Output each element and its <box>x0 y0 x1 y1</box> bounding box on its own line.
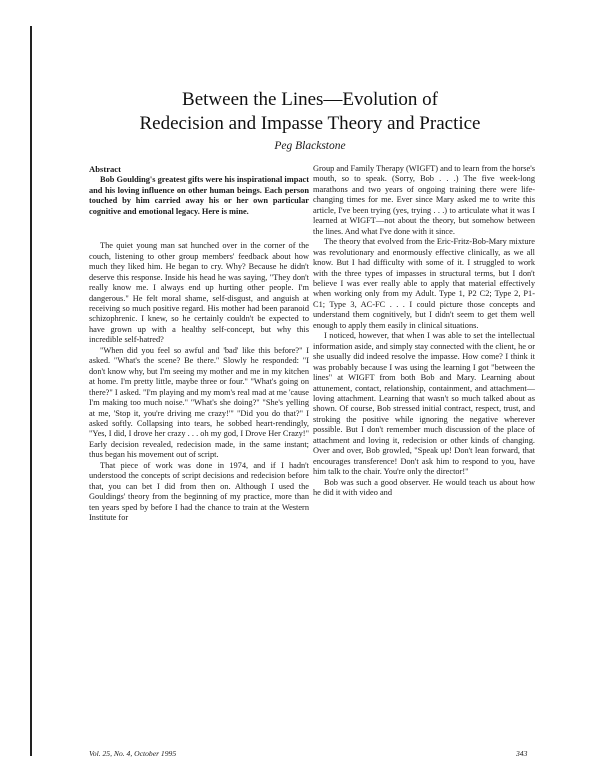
abstract-text: Bob Goulding's greatest gifts were his inspirational impact and his loving influence on other human beings. Each person touched by him carried away his or her own particular cognitive and emotional legacy. Here is mine. <box>89 175 309 216</box>
title-line-1: Between the Lines—Evolution of <box>182 89 438 110</box>
body-paragraph: The quiet young man sat hunched over in the corner of the couch, listening to other group members' feedback about how much they liked him. He began to cry. Why? Because he didn't deserve this response. Inside his head he was saying, "They don't really know me. I always end up hurting other people. I'm dangerous." He felt moral shame, self-disgust, and anguish at receiving so much positive regard. His mother had been paranoid schizophrenic. I knew, so he certainly couldn't be expected to have grown up with a healthy self-concept, but why this incredible self-hatred? <box>89 241 309 345</box>
abstract <box>89 164 309 217</box>
body-paragraph: The theory that evolved from the Eric-Fritz-Bob-Mary mixture was revolutionary and enormously effective clinically, as we all know. But I had difficulty with some of it. I struggled to work with the three types of impasses in structural terms, but I don't believe I was ever really able to apply that material effectively when working only from my Adult. Type 1, P2 C2; Type 2, P1-C1; Type 3, AC-FC . . . I could picture those concepts and understand them cognitively, but I didn't seem to get them well enough to apply them easily in clinical situations. <box>313 237 535 330</box>
journal-citation: Vol. 25, No. 4, October 1995 <box>89 749 177 758</box>
article-title <box>70 88 550 136</box>
author-name: Peg Blackstone <box>274 140 346 152</box>
body-paragraph: I noticed, however, that when I was able to set the intellectual information aside, and simply stay connected with the client, he or she usually did indeed resolve the impasse. How come? I think it was probably because I was using the learning I got "between the lines" at WIGFT from both Bob and Mary. Learning about attunement, contact, relationship, containment, and attachment—loving attachment. Learning that wasn't so much talked about as shown. Of course, Bob stressed initial contract, respect, trust, and stroking the positive while ignoring the negative wherever possible. But I don't remember much discussion of the place of attachment and loving it, redecision or other kinds of changing. Over and over, Bob growled, "Speak up! Don't lean forward, that encourages transference! Don't ask him to respond to you, have him talk to the chair. You're only the director!" <box>313 331 535 477</box>
body-paragraph: Group and Family Therapy (WIGFT) and to learn from the horse's mouth, so to speak. (Sorry, Bob . . .) The five week-long marathons and two years of ongoing training there were life-changing times for me. Ever since Mary asked me to write this article, I've been trying (yes, trying . . .) to articulate what it was I learned at WIGFT—not about the theory, but somehow between the lines. And what I've done with it since. <box>313 164 535 236</box>
page-binding-edge <box>30 26 32 756</box>
left-column <box>89 164 309 524</box>
body-paragraph: Bob was such a good observer. He would teach us about how he did it with video and <box>313 477 535 498</box>
body-paragraph: That piece of work was done in 1974, and if I hadn't understood the concepts of script decisions and redecision before that, you can bet I did from then on. Although I used the Gouldings' theory from the beginning of my practice, more than ten years sped by before I had the chance to train at the Western Institute for <box>89 460 309 523</box>
abstract-heading: Abstract <box>89 164 121 174</box>
right-column <box>313 164 535 499</box>
body-paragraph: "When did you feel so awful and 'bad' like this before?" I asked. "What's the scene? Be there." Slowly he responded: "I don't know why, but I'm seeing my mother and me in my kitchen at home. I'm pretty little, maybe three or four." "What's going on there?" I asked. "I'm playing and my mom's real mad at me 'cause I'm making too much noise." "What's she doing?" "She's yelling at me, 'Stop it, you're driving me crazy!'" "Did you do that?" I asked softly. Collapsing into tears, he sobbed heart-rendingly, "Yes, I did, I drove her crazy . . . oh my god, I Drove Her Crazy!" Early decision revealed, redecision made, in the same instant; thus began his movement out of script. <box>89 345 309 460</box>
page-number: 343 <box>516 749 528 758</box>
title-line-2: Redecision and Impasse Theory and Practice <box>139 113 481 134</box>
